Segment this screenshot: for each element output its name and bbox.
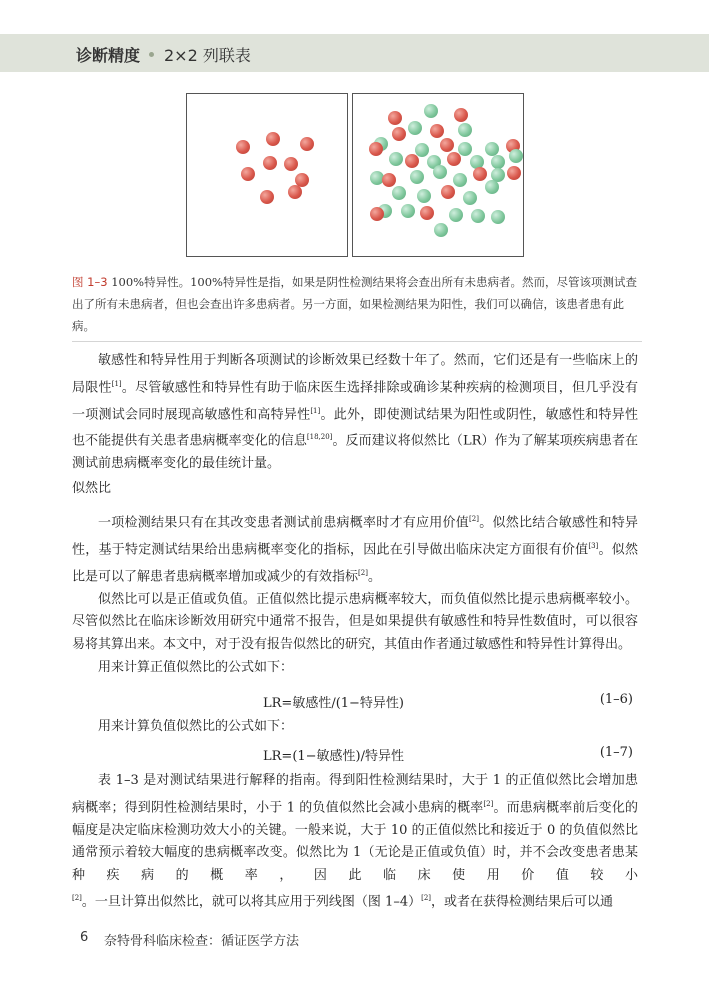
red-ball bbox=[392, 127, 406, 141]
green-ball bbox=[392, 186, 406, 200]
paragraph-positive-negative: 似然比可以是正值或负值。正值似然比提示患病概率较大，而负值似然比提示患病概率较小。尽管似然比在临床诊断效用研究中通常不报告，但是如果提供有敏感性和特异性数值时，可以很容易将其算出来。本文中，对于没有报告似然比的研究，其值由作者通过敏感性和特异性计算得出。 bbox=[72, 591, 638, 652]
text: ，或者在获得检测结果后可以通 bbox=[431, 894, 614, 910]
citation: [2] bbox=[469, 515, 479, 523]
green-ball bbox=[434, 223, 448, 237]
red-ball bbox=[284, 157, 298, 171]
text: 敏感性和特异性用于判断各项测试的诊断效果已经数十年了。然而，它们还是有一些临床上的局限性 bbox=[72, 353, 638, 395]
book-title: 奈特骨科临床检查：循证医学方法 bbox=[104, 934, 300, 949]
equation-number-1-6: (1–6) bbox=[599, 692, 633, 707]
red-ball bbox=[266, 132, 280, 146]
page-number: 6 bbox=[80, 930, 89, 945]
green-ball bbox=[417, 189, 431, 203]
figure-caption-text: 100%特异性。100%特异性是指，如果是阴性检测结果将会查出所有未患病者。然而，尽管该项测试查出了所有未患病者，但也会查出许多患病者。另一方面，如果检测结果为阳性，我们可以确信，该患者患有此病。 bbox=[72, 275, 637, 333]
red-ball bbox=[420, 206, 434, 220]
green-ball bbox=[424, 104, 438, 118]
green-ball bbox=[389, 152, 403, 166]
green-ball bbox=[453, 173, 467, 187]
red-ball bbox=[447, 152, 461, 166]
green-ball bbox=[458, 142, 472, 156]
text: 。一旦计算出似然比，就可以将其应用于列线图（图 1–4） bbox=[81, 894, 422, 910]
green-ball bbox=[491, 155, 505, 169]
paragraph-formula-intro-2-wrap bbox=[72, 716, 638, 739]
citation: [2] bbox=[72, 894, 82, 903]
formula-positive-lr: LR=敏感性/(1−特异性) bbox=[263, 696, 405, 711]
green-ball bbox=[463, 191, 477, 205]
red-ball bbox=[507, 166, 521, 180]
paragraph-likelihood bbox=[72, 508, 638, 679]
paragraph-intro bbox=[72, 350, 638, 476]
header-bullet-icon bbox=[149, 52, 154, 57]
figure-caption bbox=[72, 271, 642, 337]
citation: [2] bbox=[421, 894, 432, 903]
red-ball bbox=[369, 142, 383, 156]
citation: [18,20] bbox=[306, 433, 333, 442]
figure-panel-left bbox=[186, 93, 348, 257]
red-ball bbox=[288, 185, 302, 199]
red-ball bbox=[241, 167, 255, 181]
formula-negative-lr: LR=(1−敏感性)/特异性 bbox=[263, 749, 405, 764]
section-heading: 似然比 bbox=[72, 481, 112, 496]
red-ball bbox=[382, 173, 396, 187]
red-ball bbox=[473, 167, 487, 181]
citation: [1] bbox=[310, 406, 321, 415]
red-ball bbox=[370, 207, 384, 221]
green-ball bbox=[485, 142, 499, 156]
green-ball bbox=[433, 165, 447, 179]
paragraph-table-guide bbox=[72, 770, 638, 914]
text: 。反而建议将似然比（LR）作为了解某项疾病患者在测试前患病概率变化的最佳统计量。 bbox=[72, 433, 638, 472]
red-ball bbox=[430, 124, 444, 138]
text: 表 1–3 是对测试结果进行解释的指南。得到阳性检测结果时，大于 1 的正值似然比会增加患病概率；得到阴性检测结果时，小于 1 的负值似然比会减小患病的概率 bbox=[72, 773, 638, 815]
red-ball bbox=[236, 140, 250, 154]
red-ball bbox=[454, 108, 468, 122]
header-subtitle: 2×2 列联表 bbox=[164, 46, 251, 65]
red-ball bbox=[405, 154, 419, 168]
green-ball bbox=[408, 121, 422, 135]
text: 。似然比是可以了解患者患病概率增加或减少的有效指标 bbox=[72, 542, 638, 585]
red-ball bbox=[263, 156, 277, 170]
green-ball bbox=[491, 210, 505, 224]
figure-panel-right bbox=[352, 93, 524, 257]
paragraph-formula-intro-1: 用来计算正值似然比的公式如下： bbox=[98, 659, 294, 675]
text: 一项检测结果只有在其改变患者测试前患病概率时才有应用价值 bbox=[98, 515, 470, 531]
equation-number-1-7: (1–7) bbox=[599, 745, 633, 760]
text: 。 bbox=[367, 569, 381, 585]
citation: [3] bbox=[588, 541, 599, 550]
text: 。似然比结合敏感性和特异性，基于特定测试结果给出患病概率变化的指标，因此在引导做出临床决定方面很有价值 bbox=[72, 515, 638, 558]
red-ball bbox=[260, 190, 274, 204]
red-ball bbox=[300, 137, 314, 151]
red-ball bbox=[441, 185, 455, 199]
text: 。而患病概率前后变化的幅度是决定临床检测功效大小的关键。一般来说，大于 10 的正值似然比和接近于 0 的负值似然比通常预示着较大幅度的患病概率改变。似然比为 1（无论是正值或负值）时，并不会改变患者患某种疾病的概率，因此临床使用价值较小 bbox=[72, 799, 638, 883]
figure-1-3 bbox=[186, 93, 524, 257]
text: 。尽管敏感性和特异性有助于临床医生选择排除或确诊某种疾病的检测项目，但几乎没有一项测试会同时展现高敏感性和高特异性 bbox=[72, 379, 638, 422]
green-ball bbox=[401, 204, 415, 218]
figure-label: 图 1–3 bbox=[72, 275, 108, 289]
text: 。此外，即使测试结果为阳性或阴性，敏感性和特异性也不能提供有关患者患病概率变化的信息 bbox=[72, 406, 638, 449]
red-ball bbox=[388, 111, 402, 125]
green-ball bbox=[415, 143, 429, 157]
red-ball bbox=[440, 138, 454, 152]
citation: [2] bbox=[358, 568, 368, 577]
caption-divider bbox=[72, 341, 642, 342]
header-title: 诊断精度 bbox=[76, 46, 141, 65]
green-ball bbox=[485, 180, 499, 194]
green-ball bbox=[458, 123, 472, 137]
green-ball bbox=[471, 209, 485, 223]
green-ball bbox=[410, 170, 424, 184]
green-ball bbox=[509, 149, 523, 163]
citation: [1] bbox=[111, 379, 122, 388]
paragraph-formula-intro-2: 用来计算负值似然比的公式如下： bbox=[98, 719, 294, 734]
green-ball bbox=[449, 208, 463, 222]
running-header bbox=[0, 34, 709, 72]
citation: [2] bbox=[483, 799, 494, 808]
